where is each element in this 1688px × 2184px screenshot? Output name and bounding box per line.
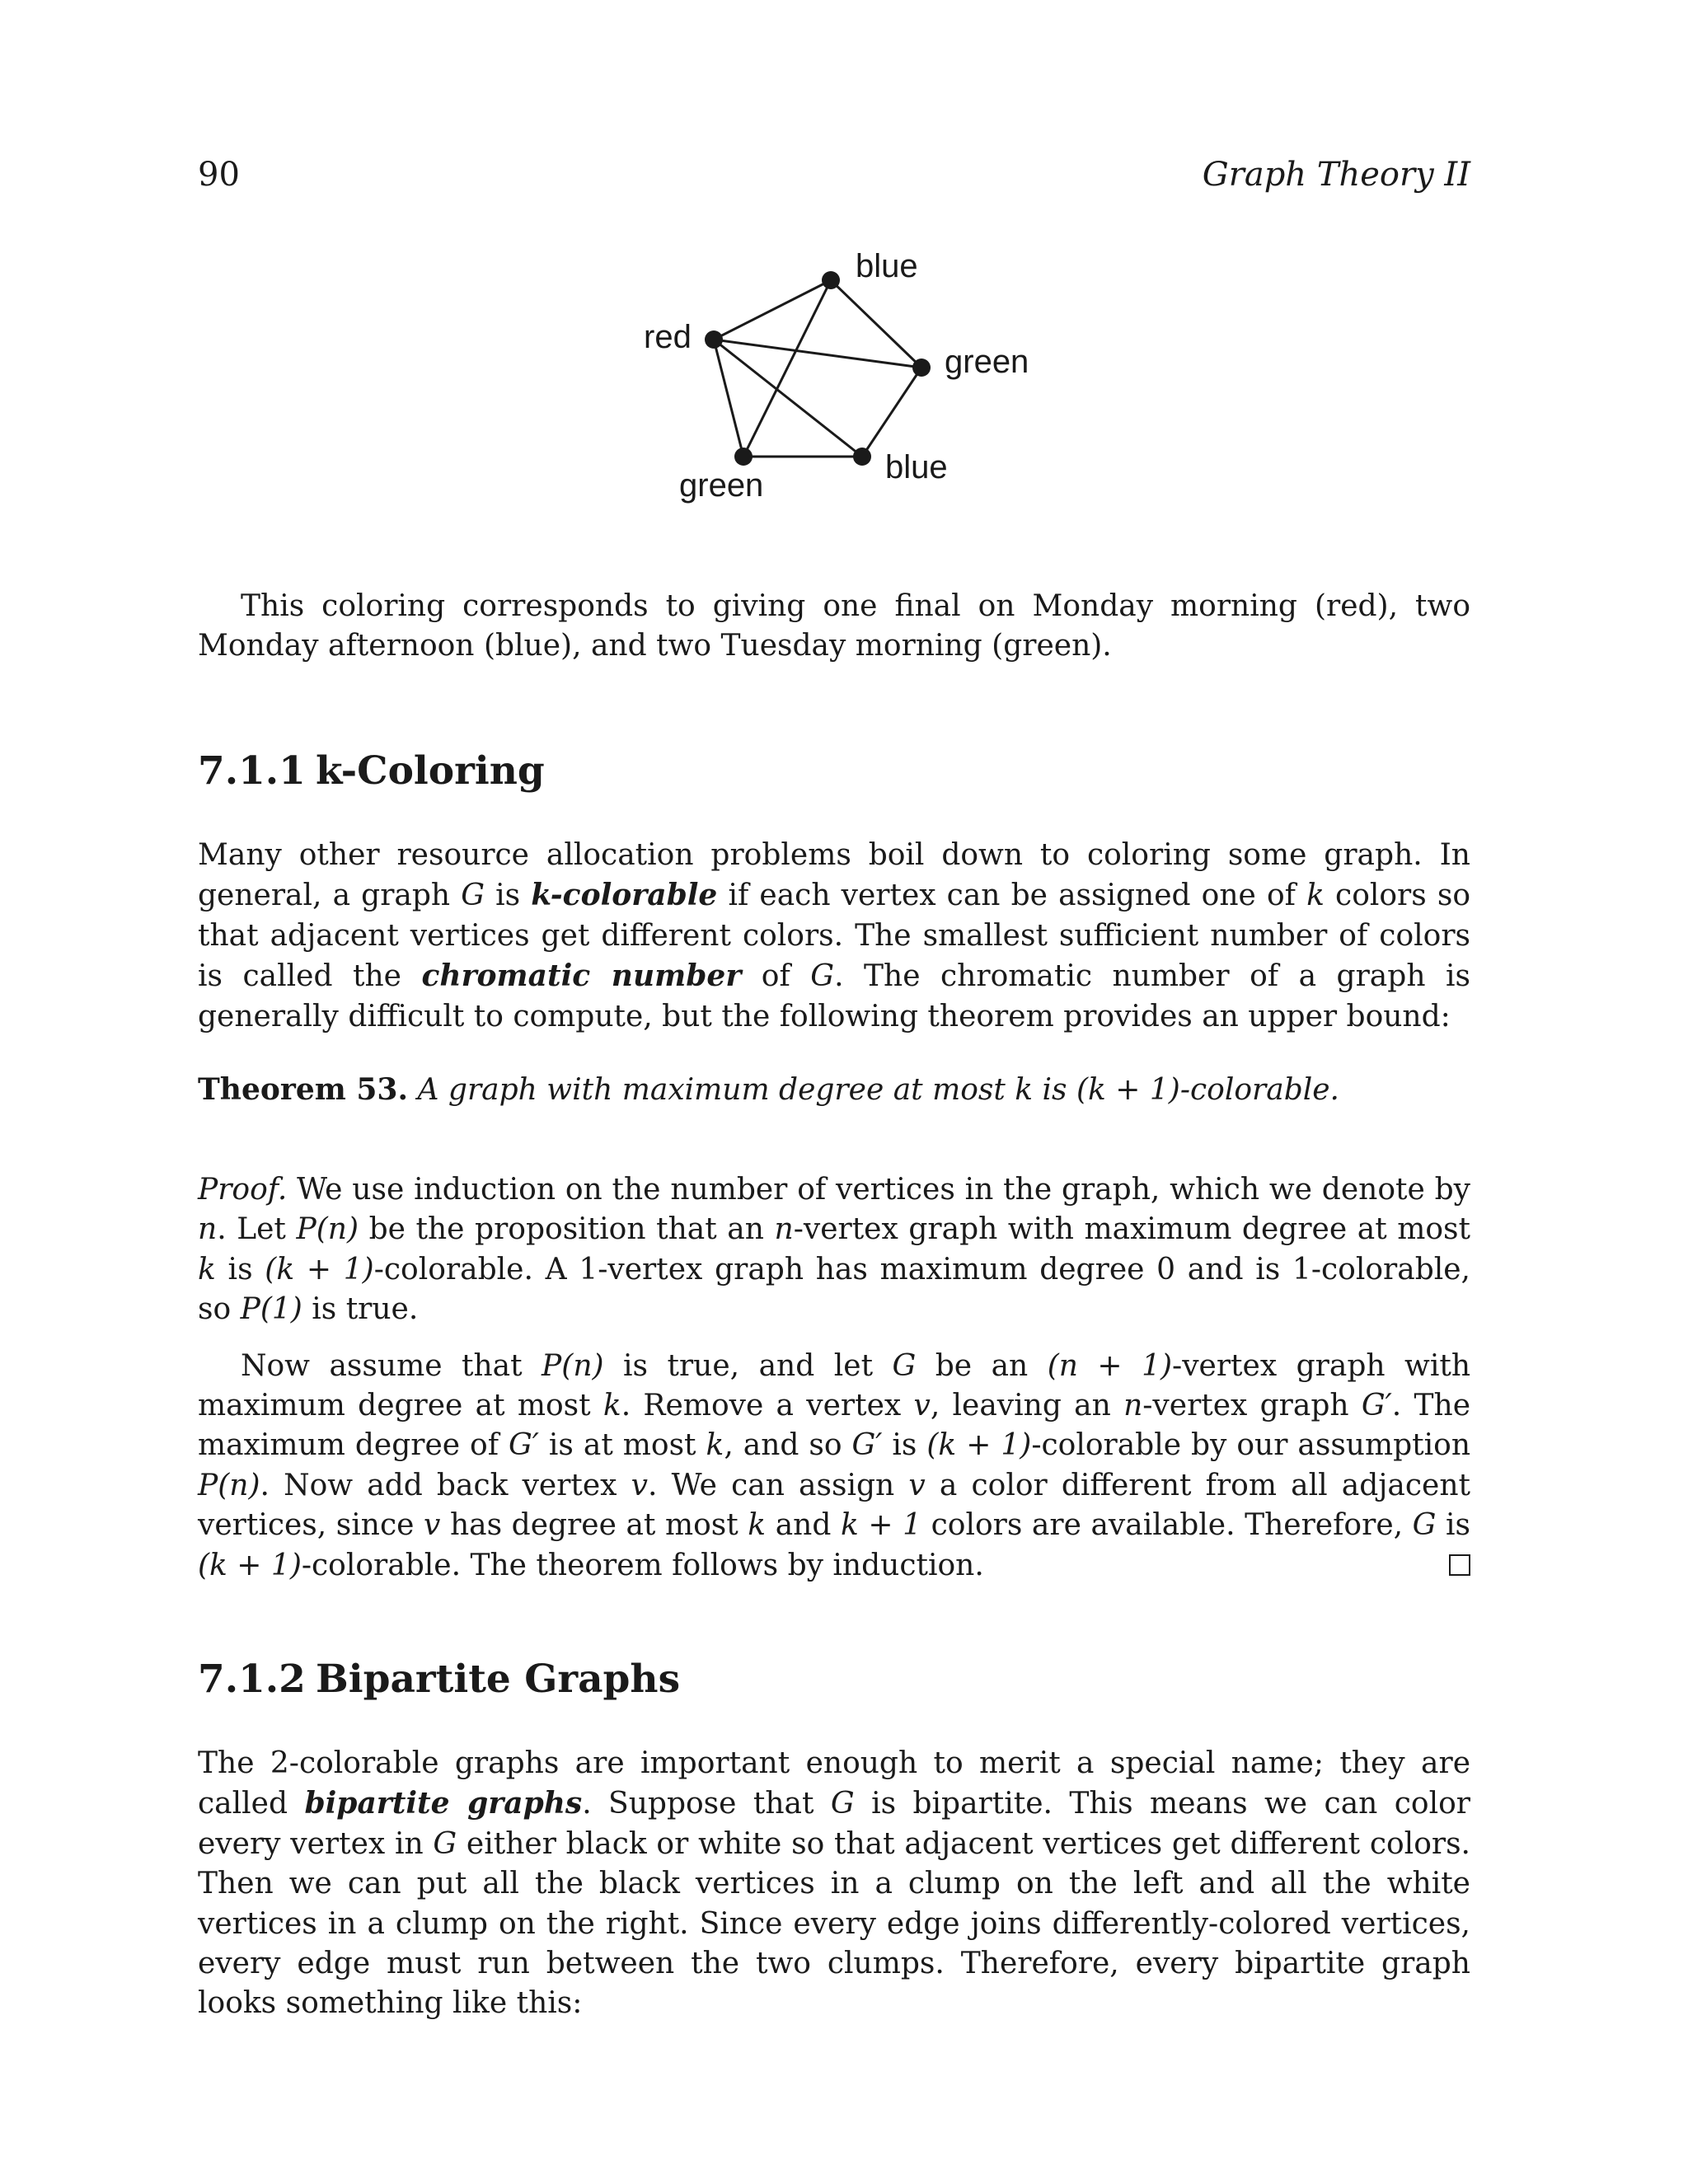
- bipartite-paragraph-block: [198, 1744, 1470, 2024]
- proof-block: [198, 1170, 1470, 1586]
- intro-paragraph-block: [198, 587, 1470, 667]
- theorem-53: Theorem 53. A graph with maximum degree at most k is (k + 1)-colorable.: [198, 1072, 1339, 1107]
- theorem-label: Theorem 53.: [198, 1072, 409, 1107]
- vertex-label-green-right: green: [945, 344, 1029, 380]
- section-number: 7.1.1: [198, 748, 306, 794]
- section-number: 7.1.2: [198, 1657, 306, 1702]
- edge-blue-top-green-bottom: [743, 280, 831, 457]
- bipartite-graphs-term: bipartite graphs: [304, 1786, 583, 1821]
- edge-green-right-blue-bottom: [862, 368, 921, 457]
- vertex-label-green-bottom: green: [679, 467, 764, 504]
- graph-coloring-figure: [0, 0, 1688, 560]
- kcoloring-paragraph: Many other resource allocation problems boil down to coloring some graph. In general, a graph G is k-colorable if each vertex can be assigned one of k colors so that adjacent vertices get different colors. The smallest sufficient number of colors is called the chromatic number of G. The chromatic number of a graph is generally difficult to compute, but the following theorem provides an upper bound:: [198, 838, 1471, 1033]
- chromatic-number-term: chromatic number: [421, 958, 742, 994]
- bipartite-paragraph: The 2-colorable graphs are important enough to merit a special name; they are called bipartite graphs. Suppose that G is bipartite. This means we can color every vertex in G either black or white so that adjacent vertices get different colors. Then we can put all the black vertices in a clump on the left and all the white vertices in a clump on the right. Since every edge joins differently-colored vertices, every edge must run between the two clumps. Therefore, every bipartite graph looks something like this:: [198, 1746, 1471, 2021]
- vertex-blue-top: [822, 271, 840, 289]
- edge-red-blue-top: [714, 280, 831, 340]
- proof-paragraph-2: Now assume that P(n) is true, and let G be an (n + 1)-vertex graph with maximum degree at most k. Remove a vertex v, leaving an n-vertex graph G′. The maximum degree of G′ is at most k, and so G′ is (k + 1)-colorable by our assumption P(n). Now add back vertex v. We can assign v a color different from all adjacent vertices, since v has degree at most k and k + 1 colors are available. Therefore, G is (k + 1)-colorable. The theorem follows by induction.: [198, 1348, 1471, 1582]
- section-heading-7-1-2: [198, 1657, 680, 1703]
- vertex-label-red: red: [644, 319, 692, 355]
- vertex-green-bottom: [734, 448, 753, 466]
- vertex-blue-bottom: [853, 448, 871, 466]
- running-title: Graph Theory II: [1202, 156, 1470, 194]
- section-heading-7-1-1: [198, 748, 545, 794]
- vertex-label-blue-bottom: blue: [885, 449, 948, 485]
- intro-paragraph: This coloring corresponds to giving one final on Monday morning (red), two Monday afternoon (blue), and two Tuesday morning (green).: [198, 589, 1470, 663]
- qed-symbol: [1449, 1554, 1470, 1576]
- page-number: 90: [198, 156, 240, 194]
- proof-label: Proof.: [198, 1173, 288, 1207]
- vertex-green-right: [912, 359, 931, 377]
- edge-blue-top-green-right: [831, 280, 921, 368]
- section-title: k-Coloring: [316, 748, 545, 794]
- kcoloring-paragraph-block: [198, 836, 1470, 1037]
- edge-red-green-bottom: [714, 340, 743, 457]
- proof-paragraph-1: Proof. We use induction on the number of vertices in the graph, which we denote by n. Let P(n) be the proposition that an n-vertex graph with maximum degree at most k is (k + 1)-colorable. A 1-vertex graph has maximum degree 0 and is 1-colorable, so P(1) is true.: [198, 1173, 1471, 1327]
- vertex-red: [705, 330, 723, 349]
- vertex-label-blue-top: blue: [856, 248, 918, 284]
- section-title: Bipartite Graphs: [316, 1657, 681, 1702]
